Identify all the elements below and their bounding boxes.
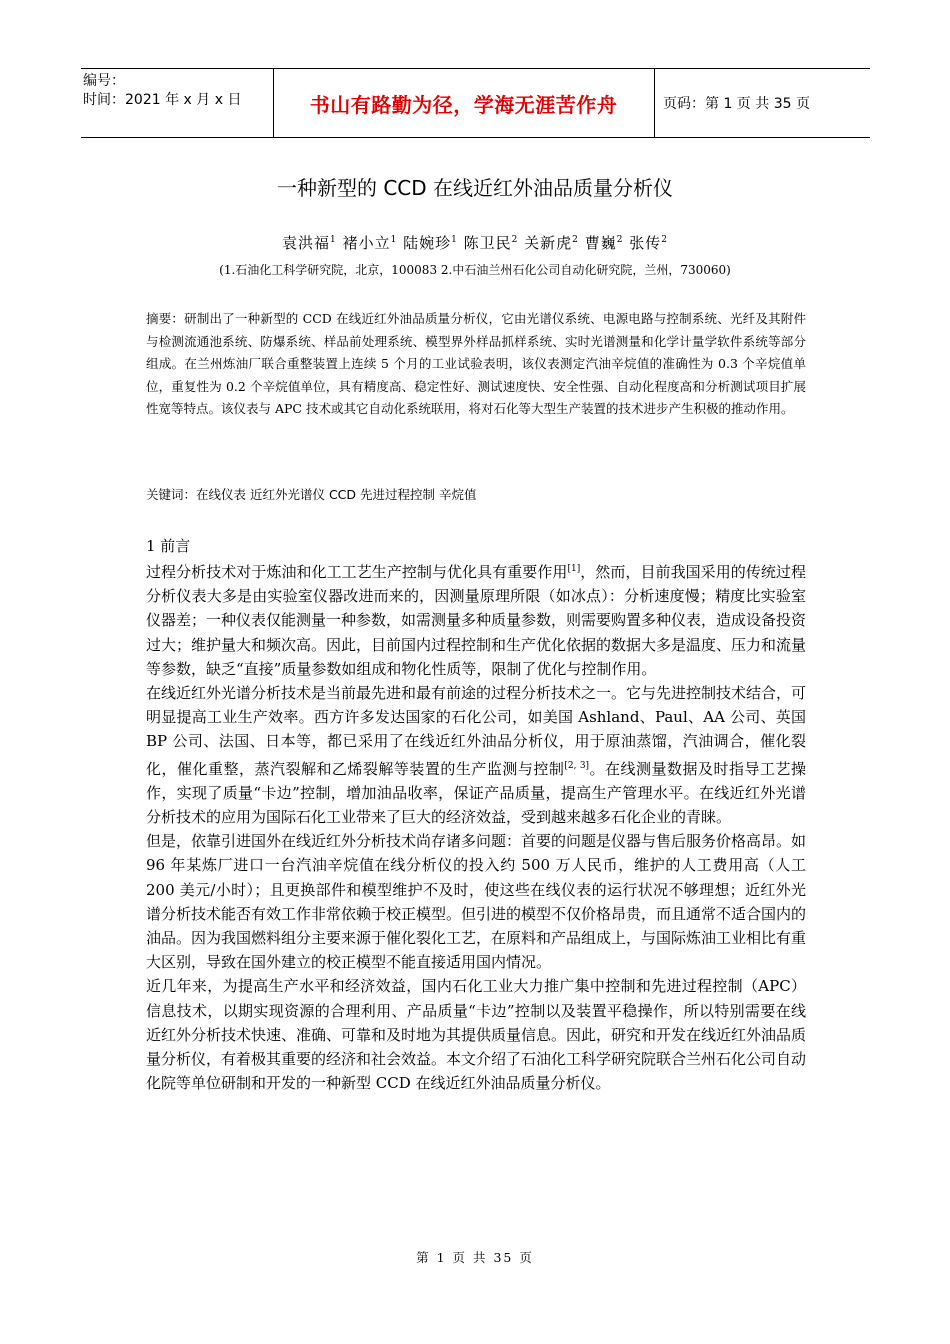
- time-label: 时间：2021 年 x 月 x 日: [83, 92, 242, 108]
- author-affil-mark: 1: [451, 235, 458, 245]
- affiliation: (1.石油化工科学研究院，北京，100083 2.中石油兰州石化公司自动化研究院，兰州，730060): [219, 263, 731, 277]
- header-table: [81, 68, 870, 138]
- author: 陈卫民: [463, 234, 512, 252]
- author: 关新虎: [524, 234, 573, 252]
- paragraph: [146, 681, 806, 829]
- keywords: 关键词：在线仪表 近红外光谱仪 CCD 先进过程控制 辛烷值: [146, 487, 477, 502]
- header-divider: [273, 69, 274, 137]
- author: 张传: [629, 234, 662, 252]
- paragraph-text: ，然而，目前我国采用的传统过程分析仪表大多是由实验室仪器改进而来的，因测量原理所限（如冰点）：分析速度慢；精度比实验室仪器差；一种仪表仅能测量一种参数，如需测量多种质量参数，则需要购置多种仪表，造成设备投资过大；维护量大和频次高。因此，目前国内过程控制和生产优化依据的数据大多是温度、压力和流量等参数，缺乏“直接”质量参数如组成和物化性质等，限制了优化与控制作用。: [146, 563, 807, 678]
- document-title: 一种新型的 CCD 在线近红外油品质量分析仪: [276, 176, 674, 200]
- paragraph-text: 在线近红外光谱分析技术是当前最先进和最有前途的过程分析技术之一。它与先进控制技术结合，可明显提高工业生产效率。西方许多发达国家的石化公司，如美国 Ashland、Paul、AA 公司、英国 BP 公司、法国、日本等，都已采用了在线近红外油品分析仪，用于原油蒸馏，汽油调合，催化裂化，催化重整，蒸汽裂解和乙烯裂解等装置的生产监测与控制: [146, 684, 807, 778]
- page-footer: 第 1 页 共 35 页: [416, 1250, 534, 1265]
- author-affil-mark: 2: [616, 235, 624, 245]
- author-affil-mark: 1: [330, 235, 337, 245]
- body-text: [146, 557, 806, 1095]
- paragraph-text: 过程分析技术对于炼油和化工工艺生产控制与优化具有重要作用: [146, 563, 568, 581]
- author-affil-mark: 2: [661, 235, 668, 245]
- paragraph: [146, 829, 806, 974]
- header-page-info: 页码：第 1 页 共 35 页: [663, 96, 810, 112]
- author: 褚小立: [342, 234, 391, 252]
- header-divider: [654, 69, 655, 137]
- author: 袁洪福: [282, 234, 331, 252]
- author: 陆婉珍: [403, 234, 452, 252]
- paragraph: [146, 557, 806, 681]
- header-motto: 书山有路勤为径，学海无涯苦作舟: [309, 92, 618, 117]
- author-affil-mark: 2: [511, 235, 519, 245]
- author: 曹巍: [584, 234, 617, 252]
- paragraph-text: 但是，依靠引进国外在线近红外分析技术尚存诸多问题：首要的问题是仪器与售后服务价格高昂。如 96 年某炼厂进口一台汽油辛烷值在线分析仪的投入约 500 万人民币，维护的人工费用高（人工 200 美元/小时）；且更换部件和模型维护不及时，使这些在线仪表的运行状况不够理想；近红外光谱分析技术能否有效工作非常依赖于校正模型。但引进的模型不仅价格昂贵，而且通常不适合国内的油品。因为我国燃料组分主要来源于催化裂化工艺，在原料和产品组成上，与国际炼油工业相比有重大区别，导致在国外建立的校正模型不能直接适用国内情况。: [146, 832, 807, 972]
- author-affil-mark: 2: [572, 235, 579, 245]
- paragraph: [146, 974, 806, 1095]
- citation: [2, 3]: [564, 760, 590, 771]
- author-affil-mark: 1: [390, 235, 398, 245]
- paragraph-text: 。在线测量数据及时指导工艺操作，实现了质量“卡边”控制，增加油品收率，保证产品质量，提高生产管理水平。在线近红外光谱分析技术的应用为国际石化工业带来了巨大的经济效益，受到越来越多石化企业的青睐。: [146, 759, 806, 827]
- abstract: 摘要：研制出了一种新型的 CCD 在线近红外油品质量分析仪，它由光谱仪系统、电源电路与控制系统、光纤及其附件与检测流通池系统、防爆系统、样品前处理系统、模型界外样品抓样系统、实时光谱测量和化学计量学软件系统等部分组成。在兰州炼油厂联合重整装置上连续 5 个月的工业试验表明，该仪表测定汽油辛烷值的准确性为 0.3 个辛烷值单位，重复性为 0.2 个辛烷值单位，具有精度高、稳定性好、测试速度快、安全性强、自动化程度高和分析测试项目扩展性宽等特点。该仪表与 APC 技术或其它自动化系统联用，将对石化等大型生产装置的技术进步产生积极的推动作用。: [146, 311, 806, 417]
- section-heading: 1 前言: [146, 537, 191, 555]
- author-list: [0, 232, 950, 253]
- number-label: 编号：: [83, 73, 125, 89]
- citation: [1]: [567, 564, 581, 574]
- paragraph-text: 近几年来，为提高生产水平和经济效益，国内石化工业大力推广集中控制和先进过程控制（APC）信息技术，以期实现资源的合理利用、产品质量“卡边”控制以及装置平稳操作，所以特别需要在线近红外分析技术快速、准确、可靠和及时地为其提供质量信息。因此，研究和开发在线近红外油品质量分析仪，有着极其重要的经济和社会效益。本文介绍了石油化工科学研究院联合兰州石化公司自动化院等单位研制和开发的一种新型 CCD 在线近红外油品质量分析仪。: [146, 977, 807, 1093]
- header-meta: [83, 72, 268, 110]
